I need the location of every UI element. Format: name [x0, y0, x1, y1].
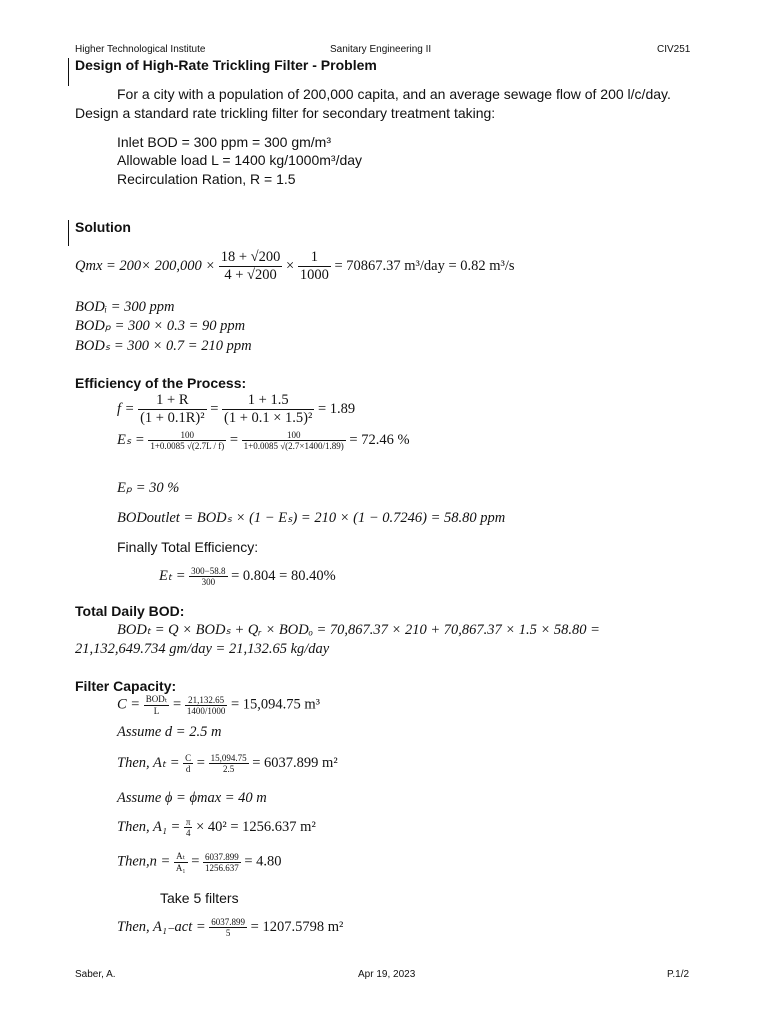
problem-line-2: Design a standard rate trickling filter for secondary treatment taking: [75, 105, 496, 121]
daily-bod-line-1: BODₜ = Q × BODₛ + Qᵣ × BODₒ = 70,867.37 × 210 + 70,867.37 × 1.5 × 58.80 = [117, 622, 600, 638]
take-filters: Take 5 filters [160, 890, 239, 906]
footer-author: Saber, A. [75, 969, 116, 980]
efficiency-heading: Efficiency of the Process: [75, 375, 247, 391]
header-institute: Higher Technological Institute [75, 44, 206, 55]
footer-page: P.1/2 [667, 969, 690, 980]
daily-bod-line-2: 21,132,649.734 gm/day = 21,132.65 kg/day [75, 641, 330, 657]
solution-heading: Solution [75, 219, 131, 235]
capacity-equation: C = $\frac{\text{BODₜ}}{L}$ = $\frac{21,132.65}{1400/1000}$ = 15,094.75 m³ [117, 694, 321, 716]
header-code: CIV251 [657, 44, 691, 55]
finally-label: Finally Total Efficiency: [117, 539, 259, 555]
title-marker [68, 58, 69, 86]
problem-line-1: For a city with a population of 200,000 capita, and an average sewage flow of 200 l/c/day. [117, 86, 671, 102]
a1-equation: Then, A₁ = $\frac{\pi}{4}$ × 40² = 1256.637 m² [117, 817, 316, 838]
bod-outlet-equation: BODoutlet = BODₛ × (1 − Eₛ) = 210 × (1 − 0.7246) = 58.80 ppm [117, 510, 506, 526]
given-allowable-load: Allowable load L = 1400 kg/1000m³/day [117, 152, 363, 168]
assume-diameter: Assume ϕ = ϕmax = 40 m [117, 790, 267, 806]
bod-i: BODᵢ = 300 ppm [75, 299, 175, 315]
f-equation: f = $\frac{1 + R}{\text{(1 + 0.1R)²}}$ = $\frac{1 + 1.5}{\text{(1 + 0.1 × 1.5)²}}$ = 1.89 [117, 392, 356, 426]
given-inlet-bod: Inlet BOD = 300 ppm = 300 gm/m³ [117, 134, 331, 150]
assume-depth: Assume d = 2.5 m [117, 724, 222, 740]
bod-p: BODₚ = 300 × 0.3 = 90 ppm [75, 318, 246, 334]
ep-value: Eₚ = 30 % [117, 480, 180, 496]
daily-bod-heading: Total Daily BOD: [75, 603, 185, 619]
page-title: Design of High-Rate Trickling Filter - Problem [75, 57, 377, 73]
capacity-heading: Filter Capacity: [75, 678, 177, 694]
a1-act-equation: Then, A₁₋act = $\frac{6037.899}{5}$ = 1207.5798 m² [117, 917, 344, 938]
bod-s: BODₛ = 300 × 0.7 = 210 ppm [75, 338, 252, 354]
footer-date: Apr 19, 2023 [358, 969, 416, 980]
n-equation: Then,n = $\frac{\text{Aₜ}}{\text{A₁}}$ = $\frac{6037.899}{1256.637}$ = 4.80 [117, 851, 282, 873]
given-recirculation: Recirculation Ration, R = 1.5 [117, 171, 296, 187]
qmx-equation: Qmx = 200× 200,000 × $\frac{18 + √200}{4 + √200}$ × $\frac{1}{1000}$ = 70867.37 m³/day = 0.82 m³/s [75, 249, 515, 283]
es-equation: Eₛ = $\frac{100}{1+0.0085 √(2.7L / f)}$ = $\frac{100}{1+0.0085 √(2.7\times 1400/1.89)}$ = 72.46 % [117, 430, 410, 451]
at-equation: Then, Aₜ = $\frac{C}{d}$ = $\frac{15,094.75}{2.5}$ = 6037.899 m² [117, 753, 338, 774]
header-course: Sanitary Engineering II [330, 44, 432, 55]
et-equation: Eₜ = $\frac{300-58.8}{300}$ = 0.804 = 80.40% [159, 566, 336, 587]
solution-marker [68, 220, 69, 246]
